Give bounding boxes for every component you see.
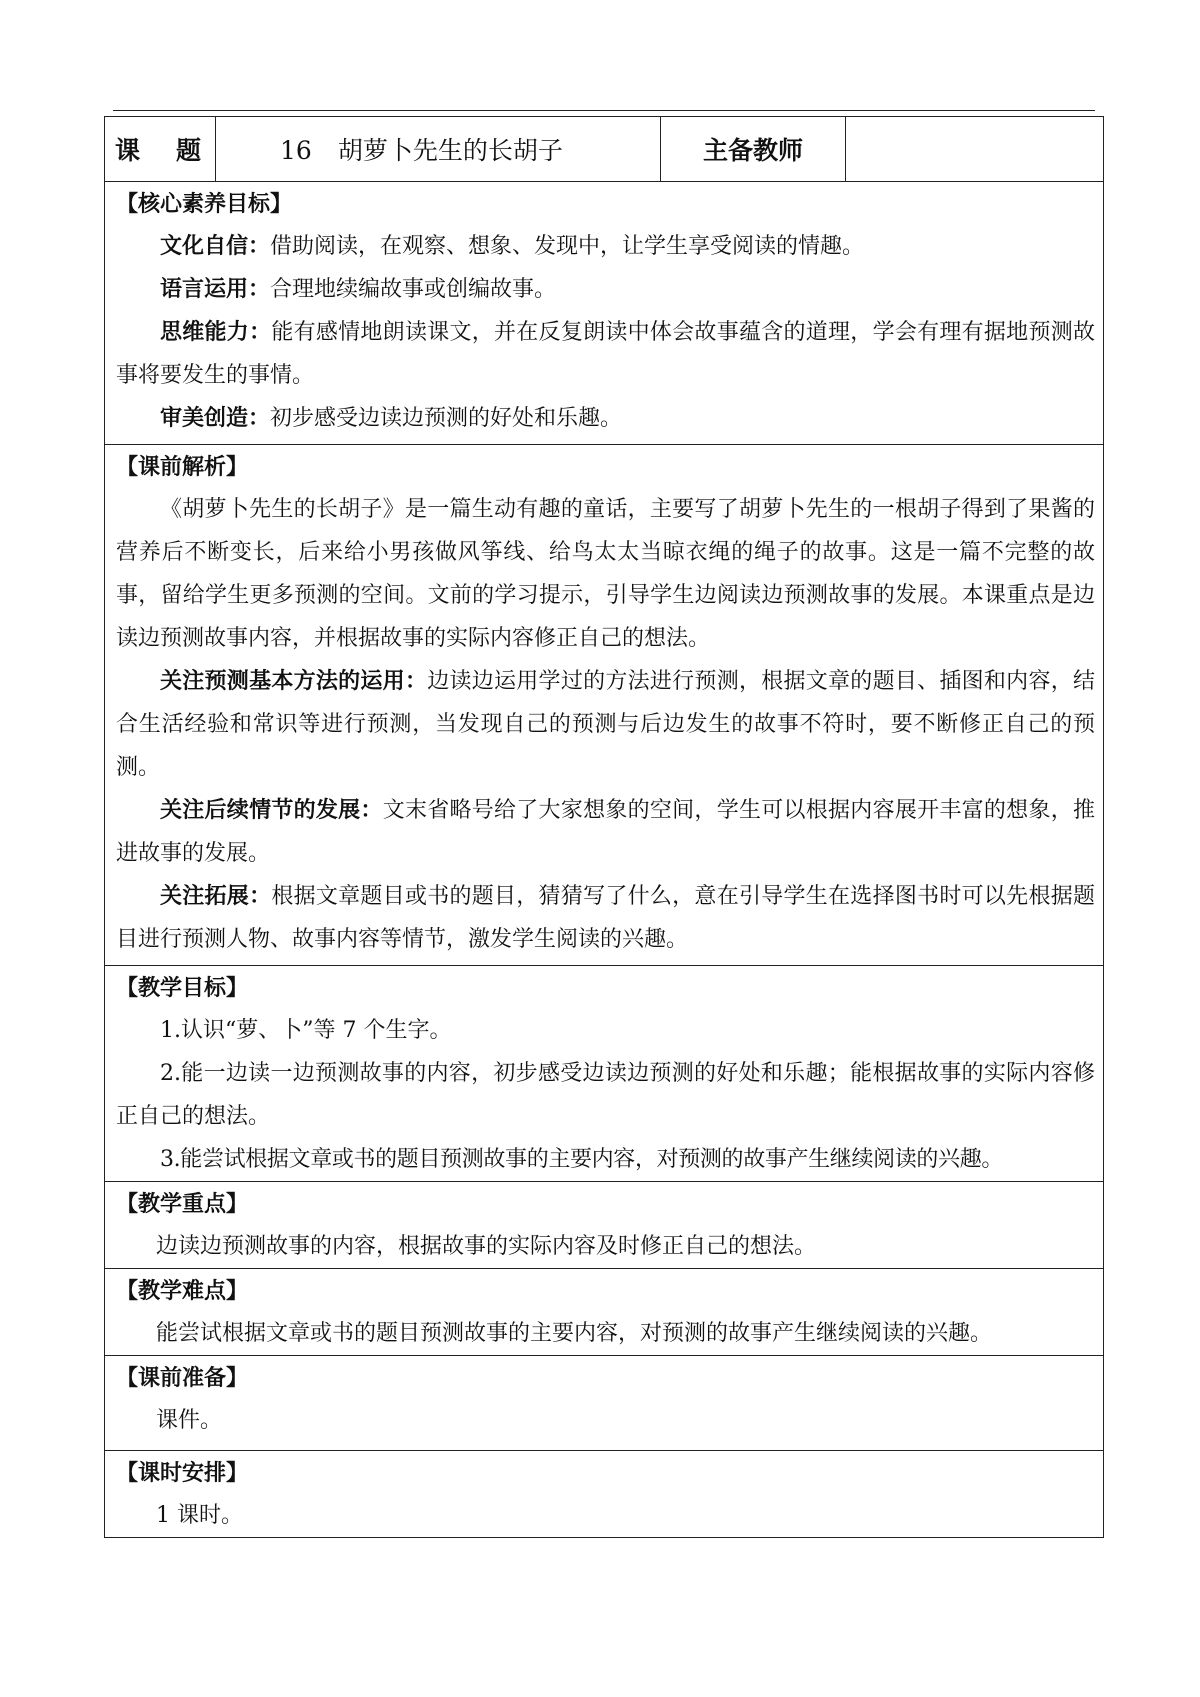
difficulties-text: 能尝试根据文章或书的题目预测故事的主要内容，对预测的故事产生继续阅读的兴趣。 xyxy=(156,1321,993,1346)
teaching-goal-item: 1.认识“萝、卜”等 7 个生字。 xyxy=(160,1018,452,1043)
topic-label-char-2: 题 xyxy=(176,136,204,165)
pre-analysis-intro: 《胡萝卜先生的长胡子》是一篇生动有趣的童话，主要写了胡萝卜先生的一根胡子得到了果酱的营养后不断变长，后来给小男孩做风筝线、给鸟太太当晾衣绳的绳子的故事。这是一篇不完整的故事，留给学生更多预测的空间。文前的学习提示，引导学生边阅读边预测故事的发展。本课重点是边读边预测故事内容，并根据故事的实际内容修正自己的想法。 xyxy=(116,497,1095,651)
pre-analysis-heading: 【课前解析】 xyxy=(116,454,249,480)
preparation-row xyxy=(105,1356,1104,1451)
lesson-title: 胡萝卜先生的长胡子 xyxy=(337,136,563,165)
teaching-goal-item: 2.能一边读一边预测故事的内容，初步感受边读边预测的好处和乐趣；能根据故事的实际内容修正自己的想法。 xyxy=(116,1061,1095,1129)
header-rule xyxy=(113,110,1095,111)
key-points-heading: 【教学重点】 xyxy=(116,1191,249,1217)
schedule-row xyxy=(105,1451,1104,1538)
difficulties-row xyxy=(105,1269,1104,1356)
teaching-goals-section xyxy=(105,966,1104,1182)
teaching-goal-item: 3.能尝试根据文章或书的题目预测故事的主要内容，对预测的故事产生继续阅读的兴趣。 xyxy=(160,1147,1003,1172)
preparation-text: 课件。 xyxy=(156,1408,223,1433)
teacher-label: 主备教师 xyxy=(702,136,803,165)
schedule-section xyxy=(105,1451,1104,1538)
topic-label-cell xyxy=(105,117,216,182)
core-goals-heading: 【核心素养目标】 xyxy=(116,191,293,217)
key-points-section xyxy=(105,1182,1104,1269)
core-goals-row xyxy=(105,182,1104,445)
pre-analysis-item: 关注后续情节的发展：文末省略号给了大家想象的空间，学生可以根据内容展开丰富的想象，推进故事的发展。 xyxy=(116,797,1095,866)
teaching-goals-row xyxy=(105,966,1104,1182)
header-row xyxy=(105,117,1104,182)
difficulties-section xyxy=(105,1269,1104,1356)
teacher-name-cell xyxy=(846,117,1104,182)
core-goal-item: 审美创造：初步感受边读边预测的好处和乐趣。 xyxy=(160,405,623,431)
core-goal-item: 文化自信：借助阅读，在观察、想象、发现中，让学生享受阅读的情趣。 xyxy=(160,233,865,259)
lesson-plan-table xyxy=(104,116,1104,1538)
core-goals-section xyxy=(105,182,1104,445)
lesson-number: 16 xyxy=(280,136,312,165)
key-points-text: 边读边预测故事的内容，根据故事的实际内容及时修正自己的想法。 xyxy=(156,1234,817,1259)
pre-analysis-row xyxy=(105,445,1104,966)
preparation-heading: 【课前准备】 xyxy=(116,1365,249,1391)
preparation-section xyxy=(105,1356,1104,1451)
schedule-text: 1 课时。 xyxy=(156,1503,243,1528)
pre-analysis-item: 关注预测基本方法的运用：边读边运用学过的方法进行预测，根据文章的题目、插图和内容，结合生活经验和常识等进行预测，当发现自己的预测与后边发生的故事不符时，要不断修正自己的预测。 xyxy=(116,668,1095,780)
teaching-goals-heading: 【教学目标】 xyxy=(116,975,249,1001)
key-points-row xyxy=(105,1182,1104,1269)
core-goal-item: 思维能力：能有感情地朗读课文，并在反复朗读中体会故事蕴含的道理，学会有理有据地预测故事将要发生的事情。 xyxy=(116,319,1095,388)
schedule-heading: 【课时安排】 xyxy=(116,1460,249,1486)
difficulties-heading: 【教学难点】 xyxy=(116,1278,249,1304)
core-goal-item: 语言运用：合理地续编故事或创编故事。 xyxy=(160,276,557,302)
topic-label-char-1: 课 xyxy=(115,136,143,165)
pre-analysis-item: 关注拓展：根据文章题目或书的题目，猜猜写了什么，意在引导学生在选择图书时可以先根据题目进行预测人物、故事内容等情节，激发学生阅读的兴趣。 xyxy=(116,883,1095,952)
lesson-title-cell xyxy=(216,117,661,182)
teacher-label-cell xyxy=(661,117,846,182)
pre-analysis-section xyxy=(105,445,1104,966)
